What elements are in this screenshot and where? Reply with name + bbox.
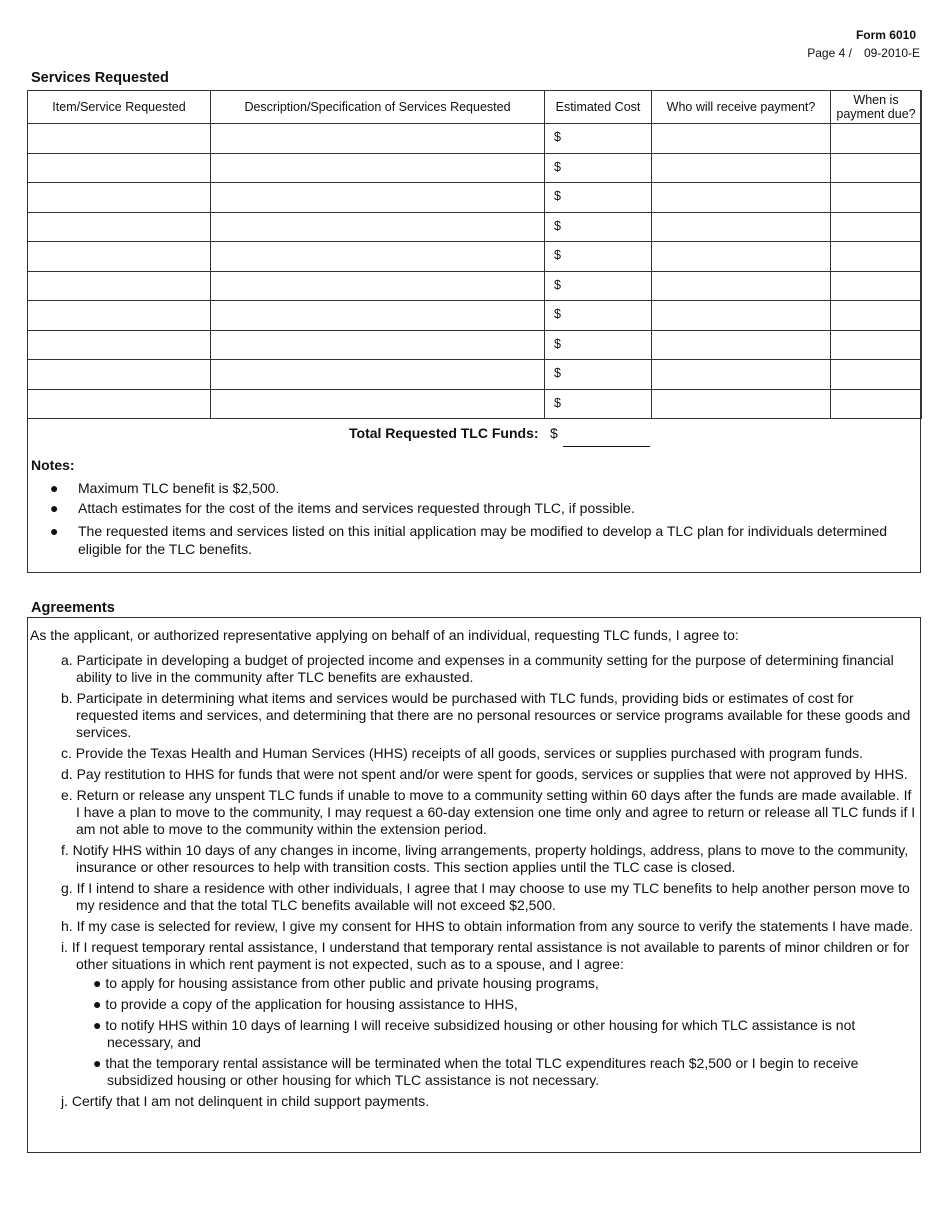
services-table-body — [28, 124, 922, 419]
agreement-item-j — [28, 1093, 918, 1110]
notes-title: Notes: — [31, 457, 75, 473]
payment-due-cell[interactable] — [831, 153, 922, 183]
agreement-item-i — [28, 939, 918, 1089]
agreements-box — [27, 617, 921, 1153]
estimated-cost-cell[interactable] — [545, 301, 652, 331]
services-table — [27, 90, 922, 419]
table-row — [28, 242, 922, 272]
agreement-letter: f. — [61, 842, 69, 858]
payee-cell[interactable] — [652, 212, 831, 242]
payment-due-cell[interactable] — [831, 183, 922, 213]
payee-cell[interactable] — [652, 183, 831, 213]
item-cell[interactable] — [28, 360, 211, 390]
agreement-text: Notify HHS within 10 days of any changes in income, living arrangements, property holdings, address, plans to move to the community, insurance or other resources to help with transition costs. This section applies until the TLC case is closed. — [72, 842, 909, 875]
bullet-icon: ● — [93, 1055, 102, 1071]
bullet-icon: ● — [50, 523, 59, 539]
sub-item-text: to apply for housing assistance from other public and private housing programs, — [105, 975, 599, 991]
estimated-cost-cell[interactable] — [545, 212, 652, 242]
services-requested-box — [27, 90, 921, 573]
payee-cell[interactable] — [652, 124, 831, 154]
payment-due-cell[interactable] — [831, 360, 922, 390]
currency-symbol: $ — [554, 277, 561, 292]
estimated-cost-cell[interactable] — [545, 389, 652, 419]
description-cell[interactable] — [211, 330, 545, 360]
table-row — [28, 183, 922, 213]
table-row — [28, 330, 922, 360]
sub-item — [78, 996, 918, 1013]
agreement-letter: h. — [61, 918, 73, 934]
currency-symbol: $ — [554, 307, 561, 321]
currency-symbol: $ — [554, 159, 561, 174]
description-cell[interactable] — [211, 124, 545, 154]
payee-cell[interactable] — [652, 301, 831, 331]
item-cell[interactable] — [28, 301, 211, 331]
column-header-estimated-cost: Estimated Cost — [545, 91, 652, 124]
sub-item-text: that the temporary rental assistance will be terminated when the total TLC expenditures reach $2,500 or I begin to receive subsidized housing or other housing for which TLC assistance is not necessary. — [105, 1055, 859, 1088]
form-revision: 09-2010-E — [863, 46, 920, 60]
description-cell[interactable] — [211, 271, 545, 301]
description-cell[interactable] — [211, 153, 545, 183]
agreement-item-c — [28, 745, 918, 762]
estimated-cost-cell[interactable] — [545, 330, 652, 360]
item-cell[interactable] — [28, 183, 211, 213]
notes-list — [28, 479, 908, 560]
bullet-icon: ● — [93, 1017, 102, 1033]
payee-cell[interactable] — [652, 242, 831, 272]
agreement-text: If I request temporary rental assistance, I understand that temporary rental assistance is not available to parents of minor children or for other situations in which rent payment is not expected, such as to a spouse, and I agree: — [71, 939, 910, 972]
page-number — [807, 46, 920, 60]
agreement-text: Certify that I am not delinquent in child support payments. — [71, 1093, 430, 1109]
payment-due-cell[interactable] — [831, 271, 922, 301]
bullet-icon: ● — [50, 480, 59, 496]
currency-symbol: $ — [554, 189, 561, 203]
estimated-cost-cell[interactable] — [545, 271, 652, 301]
bullet-icon: ● — [50, 500, 59, 516]
currency-symbol: $ — [554, 130, 561, 144]
bullet-icon: ● — [93, 975, 102, 991]
payee-cell[interactable] — [652, 330, 831, 360]
agreement-item-g — [28, 880, 918, 914]
item-cell[interactable] — [28, 271, 211, 301]
sub-item — [78, 1055, 918, 1089]
column-header-item: Item/Service Requested — [28, 91, 211, 124]
note-text: Maximum TLC benefit is $2,500. — [78, 480, 280, 496]
agreement-item-d — [28, 766, 918, 783]
payment-due-cell[interactable] — [831, 389, 922, 419]
total-requested-label: Total Requested TLC Funds: — [349, 425, 539, 441]
item-cell[interactable] — [28, 153, 211, 183]
sub-item — [78, 1017, 918, 1051]
description-cell[interactable] — [211, 301, 545, 331]
bullet-icon: ● — [93, 996, 102, 1012]
agreement-text: If my case is selected for review, I give my consent for HHS to obtain information from any source to verify the statements I have made. — [76, 918, 914, 934]
item-cell[interactable] — [28, 124, 211, 154]
payment-due-cell[interactable] — [831, 301, 922, 331]
currency-symbol: $ — [554, 395, 561, 410]
agreement-letter: b. — [61, 690, 73, 706]
item-cell[interactable] — [28, 242, 211, 272]
note-item — [28, 522, 908, 558]
sub-item-text: to notify HHS within 10 days of learning I will receive subsidized housing or other housing for which TLC assistance is not necessary, and — [105, 1017, 856, 1050]
column-header-payee: Who will receive payment? — [652, 91, 831, 124]
table-row — [28, 153, 922, 183]
sub-item-text: to provide a copy of the application for housing assistance to HHS, — [105, 996, 518, 1012]
payment-due-cell[interactable] — [831, 330, 922, 360]
agreement-text: Provide the Texas Health and Human Services (HHS) receipts of all goods, services or supplies purchased with program funds. — [75, 745, 864, 761]
agreement-item-a — [28, 652, 918, 686]
agreement-letter: g. — [61, 880, 73, 896]
agreement-letter: i. — [61, 939, 68, 955]
column-header-payment-due: When is payment due? — [831, 91, 922, 124]
agreements-intro: As the applicant, or authorized representative applying on behalf of an individual, requesting TLC funds, I agree to: — [30, 627, 739, 643]
estimated-cost-cell[interactable] — [545, 153, 652, 183]
note-item — [28, 479, 908, 497]
currency-symbol: $ — [554, 248, 561, 262]
total-currency-symbol: $ — [550, 425, 558, 441]
payee-cell[interactable] — [652, 389, 831, 419]
agreement-letter: d. — [61, 766, 73, 782]
currency-symbol: $ — [554, 218, 561, 233]
currency-symbol: $ — [554, 366, 561, 380]
estimated-cost-cell[interactable] — [545, 183, 652, 213]
services-table-header — [28, 91, 922, 124]
agreement-text: Participate in developing a budget of projected income and expenses in a community setting for the purpose of determining financial ability to live in the community after TLC benefits are exhausted. — [76, 652, 894, 685]
payee-cell[interactable] — [652, 271, 831, 301]
table-row — [28, 124, 922, 154]
agreement-item-f — [28, 842, 918, 876]
form-number: Form 6010 — [855, 28, 916, 42]
note-text: The requested items and services listed on this initial application may be modified to develop a TLC plan for individuals determined eligible for the TLC benefits. — [78, 523, 888, 557]
estimated-cost-cell[interactable] — [545, 360, 652, 390]
agreement-letter: a. — [61, 652, 73, 668]
table-row — [28, 360, 922, 390]
description-cell[interactable] — [211, 389, 545, 419]
table-row — [28, 389, 922, 419]
payment-due-cell[interactable] — [831, 212, 922, 242]
agreement-text: If I intend to share a residence with other individuals, I agree that I may choose to use my TLC benefits to help another person move to my residence and that the total TLC benefits available will not exceed $2,500. — [76, 880, 910, 913]
sub-item — [78, 975, 918, 992]
services-section-title: Services Requested — [31, 70, 169, 86]
total-amount-field[interactable] — [563, 446, 650, 447]
column-header-description: Description/Specification of Services Requested — [211, 91, 545, 124]
agreement-letter: j. — [61, 1093, 68, 1109]
description-cell[interactable] — [211, 360, 545, 390]
description-cell[interactable] — [211, 183, 545, 213]
note-item — [28, 499, 908, 517]
page-label: Page 4 / — [807, 46, 852, 60]
payee-cell[interactable] — [652, 153, 831, 183]
table-row — [28, 271, 922, 301]
estimated-cost-cell[interactable] — [545, 124, 652, 154]
agreement-item-h — [28, 918, 918, 935]
agreement-letter: e. — [61, 787, 73, 803]
note-text: Attach estimates for the cost of the items and services requested through TLC, if possible. — [78, 500, 635, 516]
item-cell[interactable] — [28, 212, 211, 242]
rental-assistance-conditions — [76, 975, 918, 1089]
agreements-section-title: Agreements — [31, 600, 115, 616]
table-row — [28, 212, 922, 242]
payment-due-cell[interactable] — [831, 124, 922, 154]
agreement-text: Pay restitution to HHS for funds that were not spent and/or were spent for goods, services or supplies that were not approved by HHS. — [76, 766, 908, 782]
agreement-letter: c. — [61, 745, 72, 761]
payee-cell[interactable] — [652, 360, 831, 390]
agreement-item-b — [28, 690, 918, 741]
agreements-list — [28, 652, 918, 1114]
agreement-text: Participate in determining what items and services would be purchased with TLC funds, providing bids or estimates of cost for requested items and services, and determining that there are no personal resources or service programs available for these goods and services. — [76, 690, 911, 740]
description-cell[interactable] — [211, 212, 545, 242]
table-row — [28, 301, 922, 331]
estimated-cost-cell[interactable] — [545, 242, 652, 272]
item-cell[interactable] — [28, 330, 211, 360]
payment-due-cell[interactable] — [831, 242, 922, 272]
item-cell[interactable] — [28, 389, 211, 419]
agreement-item-e — [28, 787, 918, 838]
description-cell[interactable] — [211, 242, 545, 272]
agreement-text: Return or release any unspent TLC funds if unable to move to a community setting within 60 days after the funds are made available. If I have a plan to move to the community, I may request a 60-day extension one time only and agree to return or release all TLC funds if I am not able to move to the community within the extension period. — [76, 787, 916, 837]
currency-symbol: $ — [554, 336, 561, 351]
